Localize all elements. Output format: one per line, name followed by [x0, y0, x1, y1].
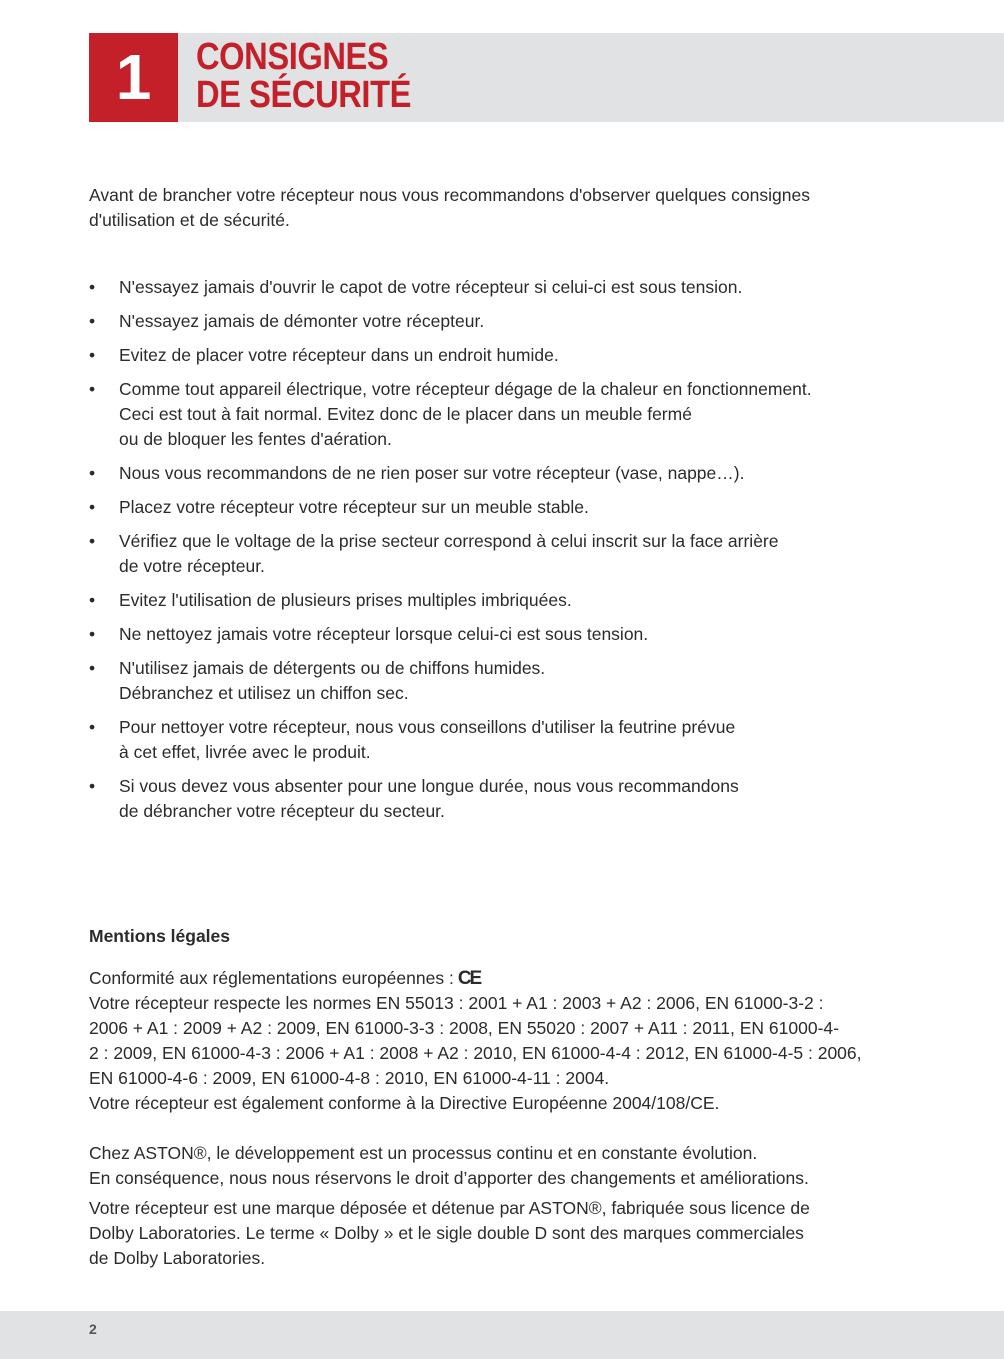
bullet-item [89, 343, 919, 368]
directive-line: Votre récepteur est également conforme à la Directive Européenne 2004/108/CE. [89, 1093, 720, 1113]
bullet-dot-icon: • [89, 531, 96, 551]
bullet-text: de votre récepteur. [119, 556, 265, 576]
bullet-dot-icon: • [89, 717, 96, 737]
bullet-dot-icon: • [89, 497, 96, 517]
bullet-item [89, 622, 919, 647]
bullet-text: N'essayez jamais d'ouvrir le capot de votre récepteur si celui-ci est sous tension. [119, 277, 743, 297]
bullet-item [89, 377, 919, 452]
bullet-item [89, 461, 919, 486]
chapter-number: 1 [115, 41, 152, 113]
bullet-text: Pour nettoyer votre récepteur, nous vous conseillons d'utiliser la feutrine prévue [119, 717, 736, 737]
bullet-item [89, 715, 919, 765]
aston-line: Votre récepteur est une marque déposée et détenue par ASTON®, fabriquée sous licence de [89, 1198, 810, 1218]
norms-line: 2006 + A1 : 2009 + A2 : 2009, EN 61000-3-3 : 2008, EN 55020 : 2007 + A11 : 2011, EN 61000-4- [89, 1018, 839, 1038]
aston-line: de Dolby Laboratories. [89, 1248, 266, 1268]
bullet-dot-icon: • [89, 624, 96, 644]
footer-band [0, 1311, 1004, 1359]
bullet-dot-icon: • [89, 776, 96, 796]
bullet-text: Débranchez et utilisez un chiffon sec. [119, 683, 409, 703]
conformity-text: Conformité aux réglementations européennes : [89, 968, 454, 988]
norms-line: Votre récepteur respecte les normes EN 55013 : 2001 + A1 : 2003 + A2 : 2006, EN 61000-3-2 : [89, 993, 824, 1013]
bullet-dot-icon: • [89, 590, 96, 610]
bullet-dot-icon: • [89, 345, 96, 365]
bullet-text: Evitez de placer votre récepteur dans un endroit humide. [119, 345, 559, 365]
aston-line: En conséquence, nous nous réservons le droit d’apporter des changements et améliorations. [89, 1168, 809, 1188]
chapter-number-box [89, 33, 178, 122]
legal-title: Mentions légales [89, 926, 231, 946]
chapter-title-line2: DE SÉCURITÉ [196, 74, 411, 116]
bullet-text: à cet effet, livrée avec le produit. [119, 742, 371, 762]
bullet-text: Ceci est tout à fait normal. Evitez donc de le placer dans un meuble fermé [119, 404, 692, 424]
bullet-text: Vérifiez que le voltage de la prise secteur correspond à celui inscrit sur la face arrière [119, 531, 779, 551]
bullet-text: Ne nettoyez jamais votre récepteur lorsque celui-ci est sous tension. [119, 624, 649, 644]
page-number: 2 [89, 1321, 97, 1337]
bullet-text: de débrancher votre récepteur du secteur. [119, 801, 445, 821]
chapter-title [196, 38, 411, 114]
bullet-item [89, 774, 919, 824]
bullet-dot-icon: • [89, 311, 96, 331]
bullet-item [89, 529, 919, 579]
intro-line: Avant de brancher votre récepteur nous vous recommandons d'observer quelques consignes [89, 185, 810, 205]
bullet-text: N'utilisez jamais de détergents ou de chiffons humides. [119, 658, 546, 678]
intro-line: d'utilisation et de sécurité. [89, 210, 290, 230]
bullet-text: Si vous devez vous absenter pour une longue durée, nous vous recommandons [119, 776, 739, 796]
bullet-text: Evitez l'utilisation de plusieurs prises multiples imbriquées. [119, 590, 572, 610]
aston-line: Dolby Laboratories. Le terme « Dolby » et le sigle double D sont des marques commerciales [89, 1223, 804, 1243]
intro-paragraph [89, 183, 919, 233]
safety-bullet-list [89, 275, 919, 833]
legal-paragraph [89, 966, 919, 1116]
aston-line: Chez ASTON®, le développement est un processus continu et en constante évolution. [89, 1143, 758, 1163]
conformity-line [89, 966, 919, 991]
bullet-dot-icon: • [89, 277, 96, 297]
bullet-item [89, 309, 919, 334]
norms-line: 2 : 2009, EN 61000-4-3 : 2006 + A1 : 2008 + A2 : 2010, EN 61000-4-4 : 2012, EN 61000-4-5 : 2006, [89, 1043, 862, 1063]
bullet-text: ou de bloquer les fentes d'aération. [119, 429, 392, 449]
bullet-text: Placez votre récepteur votre récepteur sur un meuble stable. [119, 497, 589, 517]
bullet-text: N'essayez jamais de démonter votre récepteur. [119, 311, 485, 331]
chapter-title-line1: CONSIGNES [196, 36, 389, 78]
norms-line: EN 61000-4-6 : 2009, EN 61000-4-8 : 2010, EN 61000-4-11 : 2004. [89, 1068, 610, 1088]
bullet-dot-icon: • [89, 658, 96, 678]
bullet-text: Nous vous recommandons de ne rien poser sur votre récepteur (vase, nappe…). [119, 463, 745, 483]
aston-paragraph [89, 1141, 919, 1271]
bullet-dot-icon: • [89, 463, 96, 483]
bullet-item [89, 275, 919, 300]
bullet-dot-icon: • [89, 379, 96, 399]
ce-mark-icon: CE [457, 968, 481, 989]
bullet-item [89, 588, 919, 613]
bullet-item [89, 656, 919, 706]
bullet-text: Comme tout appareil électrique, votre récepteur dégage de la chaleur en fonctionnement. [119, 379, 812, 399]
bullet-item [89, 495, 919, 520]
